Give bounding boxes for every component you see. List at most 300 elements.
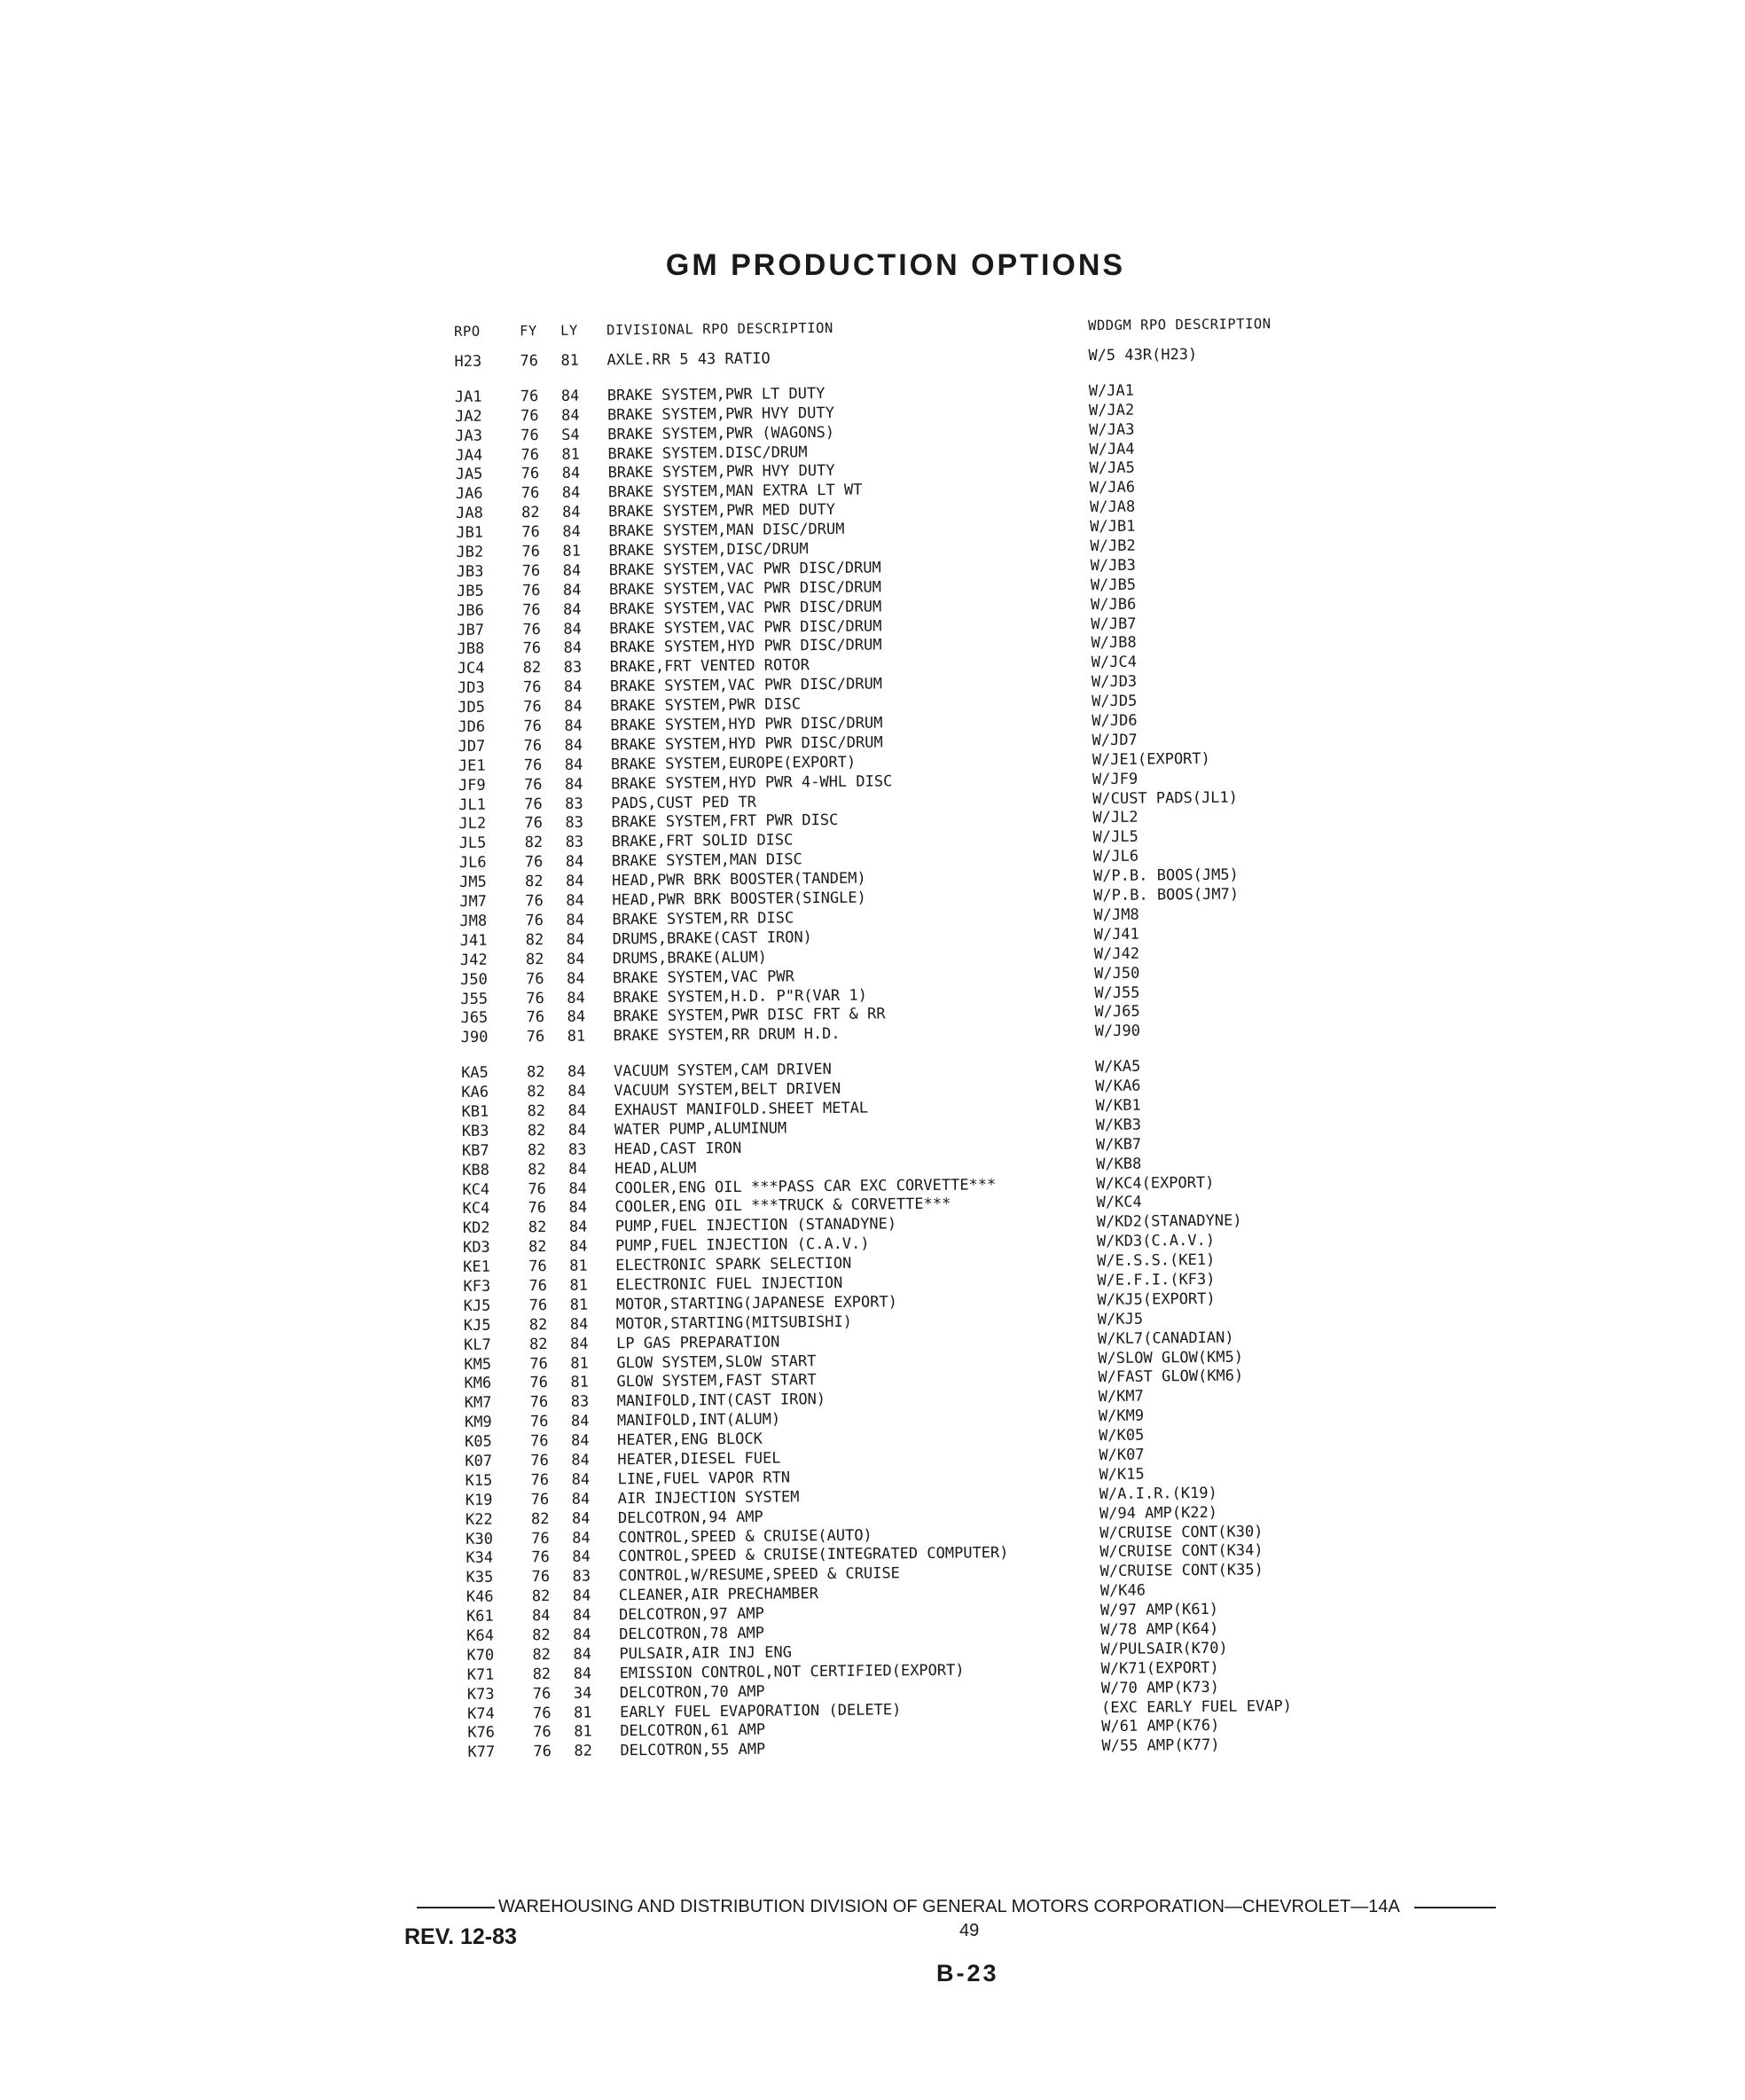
divisional-description: DELCOTRON,78 AMP	[619, 1624, 765, 1644]
wddgm-description: W/JA6	[1089, 478, 1136, 498]
first-year: 76	[520, 387, 539, 406]
rpo-code: KB8	[462, 1161, 490, 1179]
last-year: S4	[561, 426, 580, 444]
last-year: 81	[569, 1276, 589, 1295]
first-year: 82	[527, 1083, 545, 1101]
wddgm-description: W/JA4	[1089, 440, 1135, 458]
last-year: 83	[565, 833, 584, 852]
first-year: 76	[522, 639, 542, 658]
first-year: 76	[526, 1008, 545, 1027]
divisional-description: HEAD,PWR BRK BOOSTER(SINGLE)	[612, 889, 866, 910]
first-year: 82	[524, 873, 544, 891]
divisional-description: GLOW SYSTEM,SLOW START	[616, 1352, 817, 1372]
wddgm-description: W/KB8	[1096, 1155, 1142, 1173]
first-year: 76	[521, 561, 541, 581]
wddgm-description: W/JA1	[1088, 381, 1135, 401]
revision-label: REV. 12-83	[404, 1924, 517, 1949]
first-year: 82	[532, 1665, 552, 1684]
wddgm-description: W/JB8	[1091, 634, 1137, 653]
wddgm-description: (EXC EARLY FUEL EVAP)	[1100, 1696, 1293, 1717]
footer-text: WAREHOUSING AND DISTRIBUTION DIVISION OF GENERAL MOTORS CORPORATION—CHEVROLET—14A	[498, 1897, 1400, 1916]
first-year: 76	[524, 814, 544, 833]
wddgm-description: W/JA5	[1089, 459, 1135, 478]
rpo-code: JB3	[456, 562, 484, 581]
wddgm-description: W/KC4(EXPORT)	[1096, 1173, 1215, 1193]
wddgm-description: W/JB6	[1091, 595, 1137, 614]
wddgm-description: W/J50	[1093, 964, 1140, 983]
wddgm-description: W/JF9	[1092, 770, 1139, 788]
first-year: 82	[532, 1626, 551, 1645]
wddgm-description: W/FAST GLOW(KM6)	[1098, 1367, 1244, 1387]
divisional-description: GLOW SYSTEM,FAST START	[616, 1371, 817, 1391]
first-year: 76	[521, 523, 540, 542]
rpo-code: J65	[460, 1009, 489, 1028]
first-year: 76	[533, 1743, 552, 1761]
rpo-code: KM5	[464, 1355, 492, 1374]
last-year: 84	[567, 969, 585, 988]
rpo-code: JD7	[458, 737, 486, 756]
rpo-code: JE1	[458, 756, 486, 775]
last-year: 83	[565, 795, 583, 813]
header-fy: FY	[520, 323, 537, 340]
last-year: 84	[568, 1160, 587, 1179]
divisional-description: DELCOTRON,94 AMP	[617, 1508, 763, 1527]
last-year: 84	[572, 1548, 591, 1567]
rpo-code: K07	[465, 1452, 493, 1470]
rpo-code: J90	[460, 1028, 489, 1047]
last-year: 83	[567, 1140, 587, 1159]
divisional-description: MOTOR,STARTING(MITSUBISHI)	[615, 1312, 853, 1334]
divisional-description: PULSAIR,AIR INJ ENG	[619, 1643, 792, 1664]
first-year: 82	[528, 1335, 548, 1353]
wddgm-description: W/KA5	[1095, 1057, 1141, 1077]
wddgm-description: W/JE1(EXPORT)	[1092, 749, 1210, 769]
divisional-description: DELCOTRON,61 AMP	[620, 1721, 766, 1741]
wddgm-description: W/K46	[1099, 1581, 1146, 1601]
divisional-description: BRAKE SYSTEM,PWR MED DUTY	[607, 501, 836, 521]
rpo-code: J42	[459, 951, 488, 969]
wddgm-description: W/J55	[1094, 983, 1140, 1002]
rpo-code: K15	[465, 1471, 493, 1490]
first-year: 76	[530, 1490, 550, 1508]
last-year: 84	[571, 1509, 591, 1528]
last-year: 83	[572, 1567, 591, 1587]
last-year: 84	[569, 1315, 589, 1334]
wddgm-description: W/70 AMP(K73)	[1100, 1678, 1219, 1697]
first-year: 82	[528, 1218, 547, 1237]
divisional-description: PUMP,FUEL INJECTION (C.A.V.)	[614, 1234, 870, 1256]
first-year: 76	[524, 853, 544, 872]
header-rpo: RPO	[454, 323, 481, 340]
divisional-description: DRUMS,BRAKE(CAST IRON)	[612, 928, 812, 949]
wddgm-description: W/KA6	[1095, 1077, 1141, 1096]
rpo-code: KJ5	[463, 1316, 491, 1335]
table-body	[454, 343, 1443, 1763]
last-year: 83	[565, 814, 584, 833]
last-year: 84	[566, 911, 585, 929]
rpo-code: K74	[466, 1704, 495, 1723]
divisional-description: PUMP,FUEL INJECTION (STANADYNE)	[614, 1215, 897, 1236]
wddgm-description: W/JB2	[1090, 537, 1136, 556]
wddgm-description: W/JD5	[1092, 692, 1138, 711]
rpo-code: KF3	[463, 1277, 491, 1296]
rpo-code: K19	[465, 1491, 493, 1509]
wddgm-description: W/JL5	[1092, 827, 1139, 847]
first-year: 76	[526, 1028, 545, 1046]
last-year: 84	[567, 1121, 587, 1140]
first-year: 82	[527, 1063, 545, 1082]
divisional-description: HEATER,ENG BLOCK	[617, 1430, 763, 1450]
divisional-description: HEAD,CAST IRON	[614, 1139, 742, 1159]
divisional-description: BRAKE SYSTEM,VAC PWR DISC/DRUM	[609, 616, 882, 638]
last-year: 84	[568, 1199, 588, 1218]
last-year: 84	[567, 1101, 587, 1120]
divisional-description: MOTOR,STARTING(JAPANESE EXPORT)	[615, 1293, 898, 1314]
wddgm-description: W/61 AMP(K76)	[1101, 1717, 1220, 1736]
divisional-description: BRAKE SYSTEM,PWR (WAGONS)	[607, 423, 835, 444]
last-year: 81	[561, 445, 581, 464]
rpo-code: JA8	[455, 504, 483, 523]
first-year: 76	[528, 1258, 547, 1276]
last-year: 84	[571, 1490, 591, 1508]
last-year: 84	[563, 678, 583, 697]
wddgm-description: W/KM9	[1098, 1407, 1145, 1426]
wddgm-description: W/A.I.R.(K19)	[1099, 1484, 1217, 1503]
wddgm-description: W/55 AMP(K77)	[1101, 1736, 1220, 1756]
rpo-code: JC4	[457, 660, 485, 678]
first-year: 76	[529, 1393, 549, 1412]
last-year: 84	[568, 1237, 588, 1256]
wddgm-description: W/KB3	[1095, 1116, 1142, 1134]
last-year: 84	[571, 1431, 590, 1450]
last-year: 84	[572, 1606, 591, 1625]
last-year: 84	[572, 1529, 591, 1548]
rpo-code: K34	[466, 1549, 494, 1568]
first-year: 76	[528, 1199, 547, 1218]
first-year: 76	[530, 1432, 549, 1451]
rpo-code: K61	[466, 1607, 494, 1626]
wddgm-description: W/J42	[1093, 944, 1140, 963]
wddgm-description: W/P.B. BOOS(JM7)	[1093, 885, 1240, 905]
divisional-description: AXLE.RR 5 43 RATIO	[606, 349, 771, 370]
first-year: 76	[532, 1704, 552, 1722]
divisional-description: VACUUM SYSTEM,CAM DRIVEN	[614, 1061, 832, 1081]
wddgm-description: W/SLOW GLOW(KM5)	[1098, 1348, 1244, 1367]
wddgm-description: W/KL7(CANADIAN)	[1097, 1328, 1234, 1348]
first-year: 82	[531, 1587, 551, 1606]
rpo-code: JF9	[458, 776, 486, 795]
footer-rule-right	[1414, 1907, 1496, 1908]
last-year: 84	[573, 1645, 592, 1664]
first-year: 76	[530, 1470, 550, 1490]
rpo-code: K35	[466, 1568, 494, 1587]
rpo-code: KB3	[461, 1122, 489, 1140]
rpo-code: KA5	[461, 1063, 489, 1083]
divisional-description: VACUUM SYSTEM,BELT DRIVEN	[614, 1079, 841, 1101]
rpo-code: KM6	[464, 1375, 492, 1393]
wddgm-description: W/KC4	[1096, 1194, 1142, 1212]
wddgm-description: W/CRUISE CONT(K30)	[1099, 1522, 1264, 1542]
last-year: 84	[567, 1082, 586, 1101]
wddgm-description: W/JA3	[1089, 420, 1135, 439]
rpo-code: JB7	[457, 621, 485, 639]
wddgm-description: W/KM7	[1098, 1387, 1144, 1407]
first-year: 76	[520, 465, 540, 483]
rpo-code: KB7	[461, 1141, 489, 1160]
rpo-code: JD6	[458, 717, 486, 737]
first-year: 82	[520, 504, 540, 522]
rpo-code: JA5	[455, 466, 483, 484]
first-year: 82	[527, 1140, 546, 1159]
wddgm-description: W/CRUISE CONT(K35)	[1099, 1561, 1264, 1581]
rpo-code: JA1	[454, 388, 482, 406]
wddgm-description: W/JA8	[1089, 498, 1136, 517]
last-year: 81	[570, 1354, 589, 1373]
first-year: 76	[520, 406, 539, 426]
divisional-description: PADS,CUST PED TR	[611, 793, 757, 812]
rpo-code: KC4	[462, 1200, 490, 1218]
last-year: 81	[574, 1723, 592, 1742]
wddgm-description: W/E.S.S.(KE1)	[1097, 1250, 1216, 1271]
first-year: 76	[526, 989, 544, 1007]
wddgm-description: W/CRUISE CONT(K34)	[1099, 1541, 1264, 1562]
first-year: 76	[531, 1529, 550, 1548]
divisional-description: DELCOTRON,70 AMP	[619, 1682, 765, 1702]
divisional-description: BRAKE SYSTEM,HYD PWR DISC/DRUM	[610, 733, 883, 755]
rpo-code: JA4	[455, 446, 483, 465]
last-year: 84	[562, 581, 582, 599]
last-year: 82	[574, 1742, 593, 1761]
divisional-description: BRAKE SYSTEM,VAC PWR	[613, 967, 794, 987]
last-year: 84	[562, 522, 581, 541]
rpo-code: K70	[466, 1646, 495, 1665]
divisional-description: HEAD,ALUM	[614, 1159, 697, 1178]
section-page-number: B-23	[936, 1960, 999, 1986]
divisional-description: BRAKE SYSTEM,HYD PWR DISC/DRUM	[609, 636, 882, 657]
first-year: 82	[525, 950, 544, 968]
divisional-description: BRAKE SYSTEM,HYD PWR 4-WHL DISC	[610, 772, 893, 794]
divisional-description: BRAKE SYSTEM,PWR HVY DUTY	[607, 462, 835, 482]
wddgm-description: W/97 AMP(K61)	[1099, 1600, 1219, 1620]
last-year: 81	[573, 1704, 592, 1722]
wddgm-description: W/PULSAIR(K70)	[1100, 1639, 1228, 1658]
last-year: 84	[564, 736, 583, 755]
wddgm-description: W/5 43R(H23)	[1088, 345, 1198, 365]
first-year: 82	[527, 1102, 546, 1121]
wddgm-description: W/KD3(C.A.V.)	[1096, 1231, 1216, 1251]
divisional-description: HEATER,DIESEL FUEL	[617, 1449, 781, 1469]
page-number: 49	[959, 1921, 980, 1940]
last-year: 81	[562, 542, 582, 560]
rpo-code: JB6	[457, 601, 484, 620]
last-year: 84	[568, 1218, 588, 1237]
last-year: 84	[566, 930, 585, 949]
divisional-description: AIR INJECTION SYSTEM	[617, 1488, 800, 1508]
divisional-description: BRAKE SYSTEM,PWR DISC	[610, 695, 802, 716]
rpo-code: J41	[459, 931, 488, 950]
divisional-description: BRAKE SYSTEM,DISC/DRUM	[608, 540, 809, 560]
last-year: 84	[573, 1626, 591, 1644]
first-year: 76	[528, 1179, 546, 1198]
first-year: 82	[525, 930, 544, 950]
rpo-code: JD5	[458, 698, 485, 717]
rpo-code: K76	[467, 1724, 496, 1743]
rpo-code: K71	[466, 1665, 495, 1684]
wddgm-description: W/K05	[1099, 1426, 1145, 1446]
header-wddgm-description: WDDGM RPO DESCRIPTION	[1087, 316, 1272, 334]
rpo-code: KE1	[463, 1258, 491, 1277]
last-year: 83	[570, 1392, 590, 1412]
last-year: 84	[564, 697, 583, 716]
rpo-code: JB5	[456, 582, 484, 600]
rpo-code: JB2	[456, 543, 484, 562]
rpo-code: KC4	[462, 1180, 490, 1199]
divisional-description: BRAKE SYSTEM,PWR HVY DUTY	[606, 404, 834, 425]
first-year: 82	[528, 1238, 547, 1257]
wddgm-description: W/KJ5(EXPORT)	[1097, 1289, 1216, 1309]
wddgm-description: W/94 AMP(K22)	[1099, 1503, 1218, 1523]
rpo-code: JL6	[458, 853, 487, 873]
last-year: 84	[573, 1665, 592, 1683]
first-year: 76	[530, 1452, 549, 1470]
last-year: 84	[567, 1062, 586, 1081]
first-year: 82	[522, 659, 542, 678]
divisional-description: BRAKE SYSTEM,MAN DISC/DRUM	[608, 520, 845, 541]
divisional-description: BRAKE SYSTEM,VAC PWR DISC/DRUM	[609, 598, 882, 619]
wddgm-description: W/P.B. BOOS(JM5)	[1092, 866, 1239, 886]
wddgm-description: W/K15	[1099, 1465, 1145, 1484]
first-year: 76	[532, 1684, 552, 1703]
first-year: 76	[531, 1548, 550, 1567]
first-year: 76	[522, 600, 541, 619]
rpo-code: KM7	[464, 1393, 492, 1413]
last-year: 84	[564, 775, 583, 794]
production-options-table	[454, 311, 1444, 1763]
last-year: 84	[567, 989, 585, 1007]
last-year: 84	[572, 1587, 591, 1606]
divisional-description: MANIFOLD,INT(ALUM)	[616, 1410, 781, 1430]
last-year: 84	[561, 483, 581, 503]
first-year: 76	[533, 1723, 552, 1742]
divisional-description: CONTROL,SPEED & CRUISE(INTEGRATED COMPUTER)	[618, 1544, 1009, 1566]
first-year: 84	[531, 1607, 551, 1626]
first-year: 76	[529, 1374, 549, 1392]
rpo-code: KJ5	[463, 1297, 491, 1315]
footer-line	[417, 1897, 1552, 1917]
divisional-description: BRAKE,FRT VENTED ROTOR	[609, 656, 810, 677]
rpo-code: JL5	[458, 835, 487, 853]
last-year: 84	[566, 950, 585, 968]
last-year: 84	[565, 872, 584, 890]
first-year: 76	[521, 581, 541, 600]
divisional-description: MANIFOLD,INT(CAST IRON)	[616, 1391, 826, 1411]
wddgm-description: W/JL2	[1092, 809, 1139, 827]
wddgm-description: W/KB1	[1095, 1096, 1141, 1116]
first-year: 76	[523, 698, 542, 717]
first-year: 82	[532, 1645, 552, 1665]
wddgm-description: W/J90	[1094, 1022, 1141, 1041]
last-year: 81	[569, 1257, 588, 1275]
rpo-code: KD2	[462, 1218, 490, 1238]
divisional-description: LP GAS PREPARATION	[615, 1333, 780, 1352]
divisional-description: WATER PUMP,ALUMINUM	[614, 1119, 787, 1140]
wddgm-description: W/CUST PADS(JL1)	[1092, 788, 1239, 808]
rpo-code: JB1	[456, 523, 484, 543]
divisional-description: ELECTRONIC FUEL INJECTION	[615, 1273, 843, 1295]
divisional-description: BRAKE SYSTEM,PWR LT DUTY	[606, 384, 826, 405]
rpo-code: K30	[466, 1530, 493, 1548]
first-year: 76	[528, 1277, 548, 1296]
divisional-description: DELCOTRON,97 AMP	[618, 1604, 764, 1625]
rpo-code: K77	[467, 1743, 496, 1762]
last-year: 84	[563, 620, 582, 639]
first-year: 76	[520, 426, 539, 444]
last-year: 34	[573, 1684, 592, 1703]
header-ly: LY	[560, 322, 578, 339]
table-header-row	[454, 311, 1429, 342]
wddgm-description: W/KD2(STANADYNE)	[1096, 1211, 1242, 1232]
last-year: 81	[567, 1027, 586, 1046]
divisional-description: ELECTRONIC SPARK SELECTION	[615, 1254, 852, 1275]
divisional-description: EMISSION CONTROL,NOT CERTIFIED(EXPORT)	[619, 1661, 965, 1683]
rpo-code: JB8	[457, 640, 485, 659]
wddgm-description: W/JD7	[1092, 731, 1138, 750]
divisional-description: DRUMS,BRAKE(ALUM)	[612, 948, 767, 968]
last-year: 84	[563, 600, 582, 619]
rpo-code: H23	[454, 352, 482, 371]
wddgm-description: W/JM8	[1093, 905, 1139, 925]
divisional-description: BRAKE SYSTEM,MAN DISC	[611, 850, 802, 871]
rpo-code: JD3	[457, 678, 485, 698]
first-year: 76	[525, 911, 544, 930]
divisional-description: BRAKE,FRT SOLID DISC	[611, 831, 794, 851]
first-year: 82	[528, 1160, 546, 1179]
rpo-code: JA3	[455, 427, 483, 445]
first-year: 76	[529, 1413, 549, 1431]
divisional-description: BRAKE SYSTEM,PWR DISC FRT & RR	[613, 1005, 886, 1026]
divisional-description: EXHAUST MANIFOLD.SHEET METAL	[614, 1099, 869, 1120]
wddgm-description: W/JA2	[1088, 401, 1135, 419]
last-year: 84	[560, 406, 580, 425]
rpo-code: JA2	[454, 407, 482, 426]
first-year: 76	[520, 445, 540, 464]
wddgm-description: W/JD3	[1091, 672, 1138, 692]
wddgm-description: W/JB5	[1090, 576, 1137, 594]
wddgm-description: W/JB7	[1091, 615, 1137, 633]
last-year: 84	[567, 1008, 586, 1027]
first-year: 82	[524, 834, 544, 852]
wddgm-description: W/KB7	[1095, 1135, 1142, 1154]
first-year: 82	[527, 1121, 546, 1140]
first-year: 76	[523, 736, 543, 756]
wddgm-description: W/JB3	[1090, 556, 1136, 576]
wddgm-description: W/JC4	[1091, 653, 1138, 672]
rpo-code: J55	[460, 990, 489, 1008]
first-year: 82	[528, 1315, 548, 1334]
rpo-code: K46	[466, 1587, 494, 1607]
rpo-code: KL7	[463, 1336, 491, 1354]
divisional-description: BRAKE SYSTEM,EUROPE(EXPORT)	[610, 753, 857, 774]
last-year: 81	[570, 1374, 590, 1392]
last-year: 84	[561, 503, 581, 522]
first-year: 76	[522, 678, 542, 697]
rpo-code: KD3	[462, 1238, 490, 1258]
wddgm-description: W/JL6	[1092, 847, 1139, 866]
divisional-description: LINE,FUEL VAPOR RTN	[617, 1469, 791, 1489]
last-year: 84	[570, 1412, 590, 1430]
first-year: 76	[523, 717, 542, 736]
divisional-description: BRAKE SYSTEM.DISC/DRUM	[607, 443, 808, 463]
